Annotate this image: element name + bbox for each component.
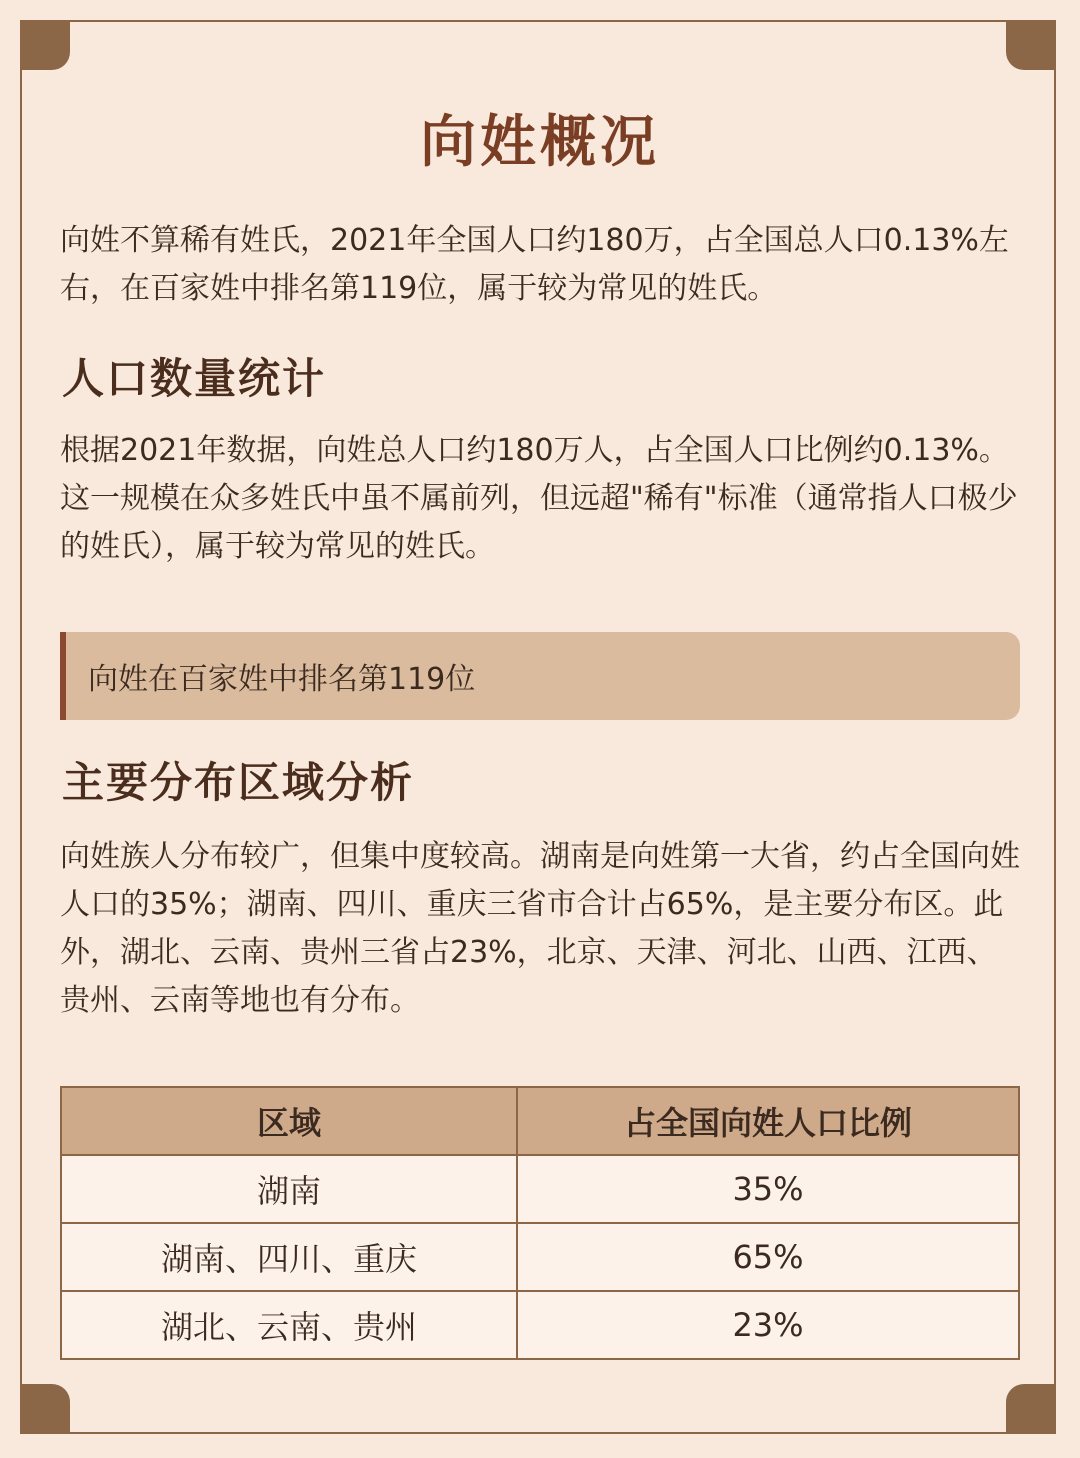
table-cell-ratio: 65% xyxy=(517,1223,1019,1291)
table-cell-region: 湖北、云南、贵州 xyxy=(61,1291,517,1359)
distribution-paragraph: 向姓族人分布较广，但集中度较高。湖南是向姓第一大省，约占全国向姓人口的35%；湖南、四川、重庆三省市合计占65%，是主要分布区。此外，湖北、云南、贵州三省占23%，北京、天津、河北、山西、江西、贵州、云南等地也有分布。 xyxy=(60,839,1020,1018)
table-cell-region: 湖南 xyxy=(61,1155,517,1223)
population-paragraph: 根据2021年数据，向姓总人口约180万人，占全国人口比例约0.13%。这一规模在众多姓氏中虽不属前列，但远超"稀有"标准（通常指人口极少的姓氏），属于较为常见的姓氏。 xyxy=(60,433,1018,564)
region-table xyxy=(60,1086,1020,1360)
table-row xyxy=(61,1155,1019,1223)
corner-ornament-top-right xyxy=(1006,20,1056,70)
corner-ornament-top-left xyxy=(20,20,70,70)
ranking-callout xyxy=(60,632,1020,720)
population-heading: 人口数量统计 xyxy=(62,354,327,403)
table-row xyxy=(61,1223,1019,1291)
page-title: 向姓概况 xyxy=(420,110,660,175)
table-row xyxy=(61,1291,1019,1359)
table-header-row xyxy=(61,1087,1019,1155)
ranking-callout-text: 向姓在百家姓中排名第119位 xyxy=(88,662,476,697)
table-cell-ratio: 35% xyxy=(517,1155,1019,1223)
corner-ornament-bottom-left xyxy=(20,1384,70,1434)
table-cell-region: 湖南、四川、重庆 xyxy=(61,1223,517,1291)
distribution-heading: 主要分布区域分析 xyxy=(62,758,415,807)
intro-paragraph: 向姓不算稀有姓氏，2021年全国人口约180万，占全国总人口0.13%左右，在百家姓中排名第119位，属于较为常见的姓氏。 xyxy=(60,223,1009,306)
table-header-region: 区域 xyxy=(61,1087,517,1155)
corner-ornament-bottom-right xyxy=(1006,1384,1056,1434)
table-cell-ratio: 23% xyxy=(517,1291,1019,1359)
table-header-ratio: 占全国向姓人口比例 xyxy=(517,1087,1019,1155)
